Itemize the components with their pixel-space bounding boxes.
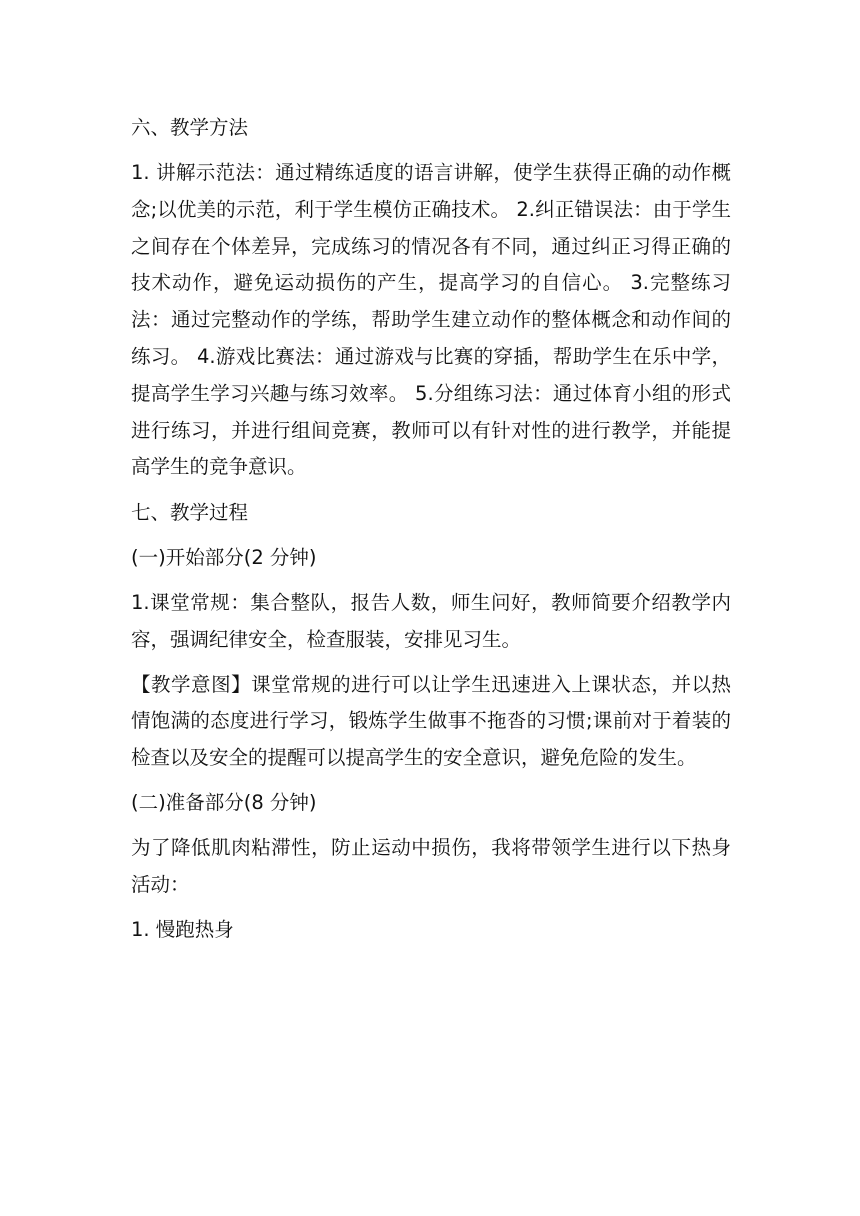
heading-teaching-methods: 六、教学方法	[131, 116, 249, 139]
document-body	[131, 110, 731, 949]
section-prep-heading: (二)准备部分(8 分钟)	[131, 791, 317, 815]
warmup-intro-paragraph: 为了降低肌肉粘滞性，防止运动中损伤，我将带领学生进行以下热身活动：	[131, 836, 731, 897]
jog-warmup-item: 1. 慢跑热身	[131, 918, 234, 942]
section-start-heading: (一)开始部分(2 分钟)	[131, 545, 317, 569]
class-routine-paragraph: 1.课堂常规：集合整队，报告人数，师生问好，教师简要介绍教学内容，强调纪律安全，检查服装，安排见习生。	[131, 590, 731, 651]
teaching-methods-paragraph: 1. 讲解示范法：通过精练适度的语言讲解，使学生获得正确的动作概念;以优美的示范，利于学生模仿正确技术。 2.纠正错误法：由于学生之间存在个体差异，完成练习的情况各有不同，通过纠正习得正确的技术动作，避免运动损伤的产生，提高学习的自信心。 3.完整练习法：通过完整动作的学练，帮助学生建立动作的整体概念和动作间的练习。 4.游戏比赛法：通过游戏与比赛的穿插，帮助学生在乐中学，提高学生学习兴趣与练习效率。 5.分组练习法：通过体育小组的形式进行练习，并进行组间竞赛，教师可以有针对性的进行教学，并能提高学生的竞争意识。	[131, 161, 731, 479]
heading-teaching-process: 七、教学过程	[131, 500, 249, 524]
teaching-intent-paragraph: 【教学意图】课堂常规的进行可以让学生迅速进入上课状态，并以热情饱满的态度进行学习，锻炼学生做事不拖沓的习惯;课前对于着装的检查以及安全的提醒可以提高学生的安全意识，避免危险的发生。	[131, 672, 731, 770]
